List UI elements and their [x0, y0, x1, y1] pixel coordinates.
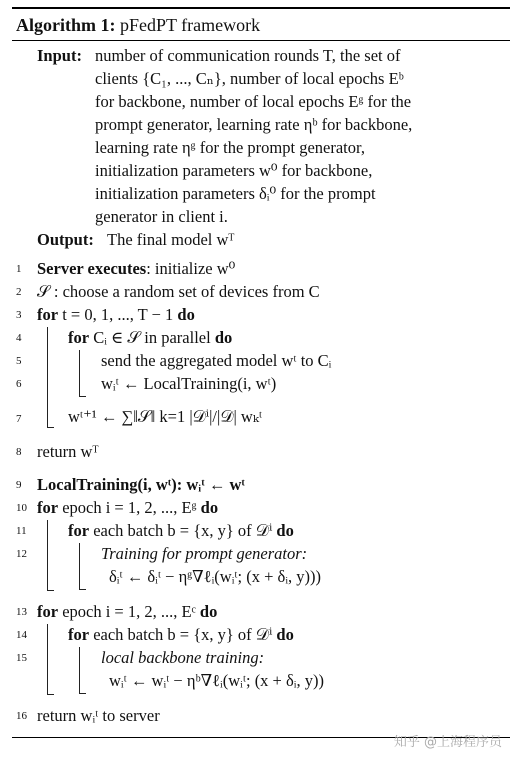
input-line: initialization parameters w⁰ for backbone,	[95, 161, 373, 180]
line-number: 12	[16, 548, 27, 560]
algorithm-label: Algorithm 1:	[16, 15, 116, 35]
algo-line: Server executes: initialize w⁰	[37, 259, 236, 278]
algo-line: LocalTraining(i, wᵗ): wᵢᵗ ← wᵗ	[37, 475, 245, 494]
block-bar	[79, 647, 86, 694]
algorithm-name: pFedPT framework	[119, 15, 261, 35]
line-number: 2	[16, 286, 22, 298]
line-number: 4	[16, 332, 22, 344]
algo-line: wᵗ⁺¹ ← ∑‖𝒮‖ k=1 |𝒟ⁱ|/|𝒟| wₖᵗ	[68, 407, 263, 426]
input-line: initialization parameters δᵢ⁰ for the prompt	[95, 184, 376, 203]
line-number: 8	[16, 446, 22, 458]
block-bar	[47, 327, 54, 428]
title-rule	[12, 40, 510, 41]
algo-line: δᵢᵗ ← δᵢᵗ − ηᵍ∇ℓᵢ(wᵢᵗ; (x + δᵢ, y)))	[109, 567, 322, 586]
line-number: 5	[16, 355, 22, 367]
input-line: generator in client i.	[95, 207, 228, 226]
line-number: 13	[16, 606, 27, 618]
input-line: learning rate ηᵍ for the prompt generator,	[95, 138, 365, 157]
algo-line: 𝒮 : choose a random set of devices from C	[37, 282, 320, 301]
algo-line: for Cᵢ ∈ 𝒮 in parallel do	[68, 328, 233, 347]
line-number: 9	[16, 479, 22, 491]
input-line: number of communication rounds T, the set of	[95, 46, 401, 65]
algo-line: for epoch i = 1, 2, ..., Eᶜ do	[37, 602, 218, 621]
algo-line: for t = 0, 1, ..., T − 1 do	[37, 305, 195, 324]
line-number: 11	[16, 525, 27, 537]
block-bar	[47, 624, 54, 695]
input-line: for backbone, number of local epochs Eᵍ for the	[95, 92, 412, 111]
line-number: 14	[16, 629, 27, 641]
algo-line: return wᵢᵗ to server	[37, 706, 160, 725]
algo-line: return wᵀ	[37, 442, 99, 461]
algo-line: send the aggregated model wᵗ to Cᵢ	[101, 351, 332, 370]
algo-line: wᵢᵗ ← LocalTraining(i, wᵗ)	[101, 374, 277, 393]
algo-line: for epoch i = 1, 2, ..., Eᵍ do	[37, 498, 219, 517]
output-label: Output:	[37, 230, 94, 249]
line-number: 1	[16, 263, 22, 275]
top-rule	[12, 7, 510, 9]
input-line: prompt generator, learning rate ηᵇ for backbone,	[95, 115, 413, 134]
line-number: 10	[16, 502, 27, 514]
algorithm-title	[16, 15, 260, 36]
algo-line: for each batch b = {x, y} of 𝒟ⁱ do	[68, 625, 294, 644]
input-label: Input:	[37, 46, 82, 65]
algo-line: Training for prompt generator:	[101, 544, 308, 563]
algo-line: for each batch b = {x, y} of 𝒟ⁱ do	[68, 521, 294, 540]
watermark: 知乎 @上海程序员	[393, 735, 502, 750]
line-number: 16	[16, 710, 27, 722]
algo-line: local backbone training:	[101, 648, 265, 667]
line-number: 7	[16, 413, 22, 425]
block-bar	[79, 543, 86, 590]
output-text: The final model wᵀ	[107, 230, 235, 249]
block-bar	[79, 350, 86, 397]
line-number: 3	[16, 309, 22, 321]
algo-line: wᵢᵗ ← wᵢᵗ − ηᵇ∇ℓᵢ(wᵢᵗ; (x + δᵢ, y))	[109, 671, 324, 690]
line-number: 6	[16, 378, 22, 390]
block-bar	[47, 520, 54, 591]
line-number: 15	[16, 652, 27, 664]
input-line: clients {C₁, ..., Cₙ}, number of local epochs Eᵇ	[95, 69, 404, 88]
